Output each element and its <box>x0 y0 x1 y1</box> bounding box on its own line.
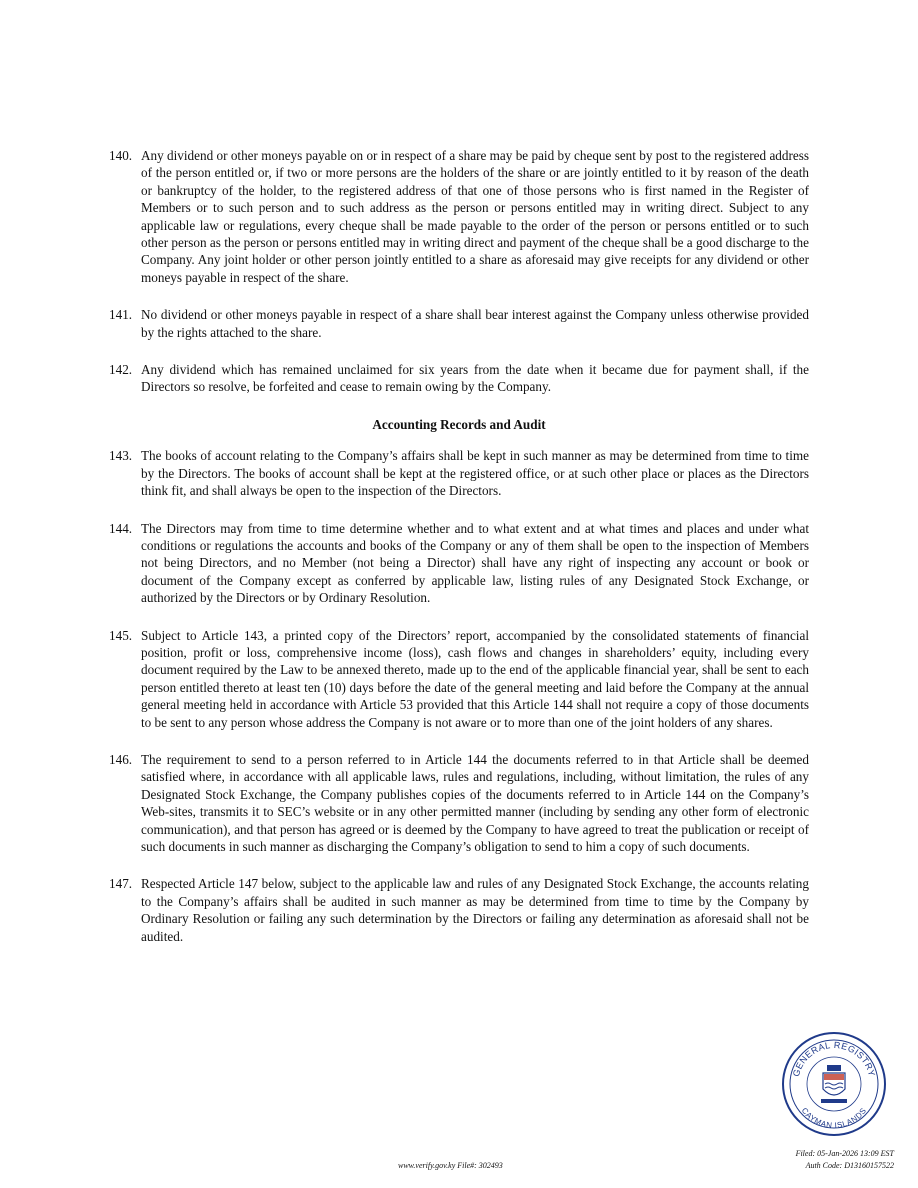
article-number: 145. <box>109 627 133 643</box>
article-146 <box>109 751 809 855</box>
article-142 <box>109 361 809 396</box>
section-heading: Accounting Records and Audit <box>372 416 546 432</box>
filed-date: Filed: 05-Jan-2026 13:09 EST <box>795 1149 894 1158</box>
article-number: 143. <box>109 448 133 464</box>
article-text: Any dividend or other moneys payable on or in respect of a share may be paid by cheque sent by post to the registered address of the person entitled or, if two or more persons are the holders of the share or are jointly entitled to it by reason of the death or bankruptcy of the holder, to the registered address of that one of those persons who is first named in the Register of Members or to such person and to such address as the person or persons entitled may in writing direct. Subject to any applicable law or regulations, every cheque shall be made payable to the order of the person or persons entitled or to such other person as the person or persons entitled may in writing direct and payment of the cheque shall be a good discharge to the Company. Any joint holder or other person jointly entitled to a share as aforesaid may give receipts for any dividend or other moneys payable in respect of the share. <box>141 148 809 285</box>
article-text: The books of account relating to the Company’s affairs shall be kept in such manner as may be determined from time to time by the Directors. The books of account shall be kept at the registered office, or at such other place or places as the Directors think fit, and shall always be open to the inspection of the Directors. <box>141 448 809 499</box>
document-body <box>109 147 809 945</box>
article-number: 142. <box>109 362 133 378</box>
article-text: No dividend or other moneys payable in respect of a share shall bear interest against the Company unless otherwise provided by the rights attached to the share. <box>141 307 809 340</box>
coat-of-arms-icon <box>821 1065 847 1103</box>
article-number: 147. <box>109 876 133 892</box>
article-text: Subject to Article 143, a printed copy of the Directors’ report, accompanied by the consolidated statements of financial position, profit or loss, comprehensive income (loss), cash flows and changes in shareholders’ equity, including every document required by the Law to be annexed thereto, made up to the end of the applicable financial year, shall be sent to each person entitled thereto at least ten (10) days before the date of the general meeting and laid before the Company at the annual general meeting held in accordance with Article 53 provided that this Article 144 shall not require a copy of those documents to be sent to any person whose address the Company is not aware or to more than one of the joint holders of any shares. <box>141 627 809 730</box>
article-number: 141. <box>109 307 133 323</box>
article-text: Respected Article 147 below, subject to the applicable law and rules of any Designated Stock Exchange, the accounts relating to the Company’s affairs shall be audited in such manner as may be determined from time to time by the Company by Ordinary Resolution or failing any such determination by the Directors or failing any determination as aforesaid shall not be audited. <box>141 876 809 944</box>
article-140 <box>109 147 809 286</box>
article-144 <box>109 520 809 607</box>
auth-code: Auth Code: D13160157522 <box>805 1161 894 1170</box>
article-text: The requirement to send to a person referred to in Article 144 the documents referred to in that Article shall be deemed satisfied where, in accordance with all applicable laws, rules and regulations, including, without limitation, the rules of any Designated Stock Exchange, the Company publishes copies of the documents referred to in Article 144 on the Company’s Web-sites, transmits it to SEC’s website or in any other permitted manner (including by sending any other form of electronic communication), and that person has agreed or is deemed by the Company to have agreed to treat the publication or receipt of such documents in such manner as discharging the Company’s obligation to send to him a copy of such documents. <box>141 751 809 854</box>
article-number: 144. <box>109 520 133 536</box>
seal-bottom-text: CAYMAN ISLANDS <box>799 1106 869 1131</box>
article-number: 146. <box>109 751 133 767</box>
seal-top-text: GENERAL REGISTRY <box>790 1039 878 1078</box>
article-text: Any dividend which has remained unclaimed for six years from the date when it became due for payment shall, if the Directors so resolve, be forfeited and cease to remain owing by the Company. <box>141 362 809 395</box>
verify-footer: www.verify.gov.ky File#: 302493 <box>398 1161 503 1170</box>
article-text: The Directors may from time to time determine whether and to what extent and at what times and places and under what conditions or regulations the accounts and books of the Company or any of them shall be open to the inspection of Members not being Directors, and no Member (not being a Director) shall have any right of inspecting any account or book or document of the Company except as conferred by applicable law, listing rules of any Designated Stock Exchange, or authorized by the Directors or by Ordinary Resolution. <box>141 520 809 606</box>
article-number: 140. <box>109 148 133 163</box>
article-143 <box>109 447 809 499</box>
article-147 <box>109 875 809 945</box>
registry-seal <box>781 1031 887 1137</box>
article-141 <box>109 306 809 341</box>
article-145 <box>109 627 809 731</box>
filing-info <box>796 1148 894 1172</box>
